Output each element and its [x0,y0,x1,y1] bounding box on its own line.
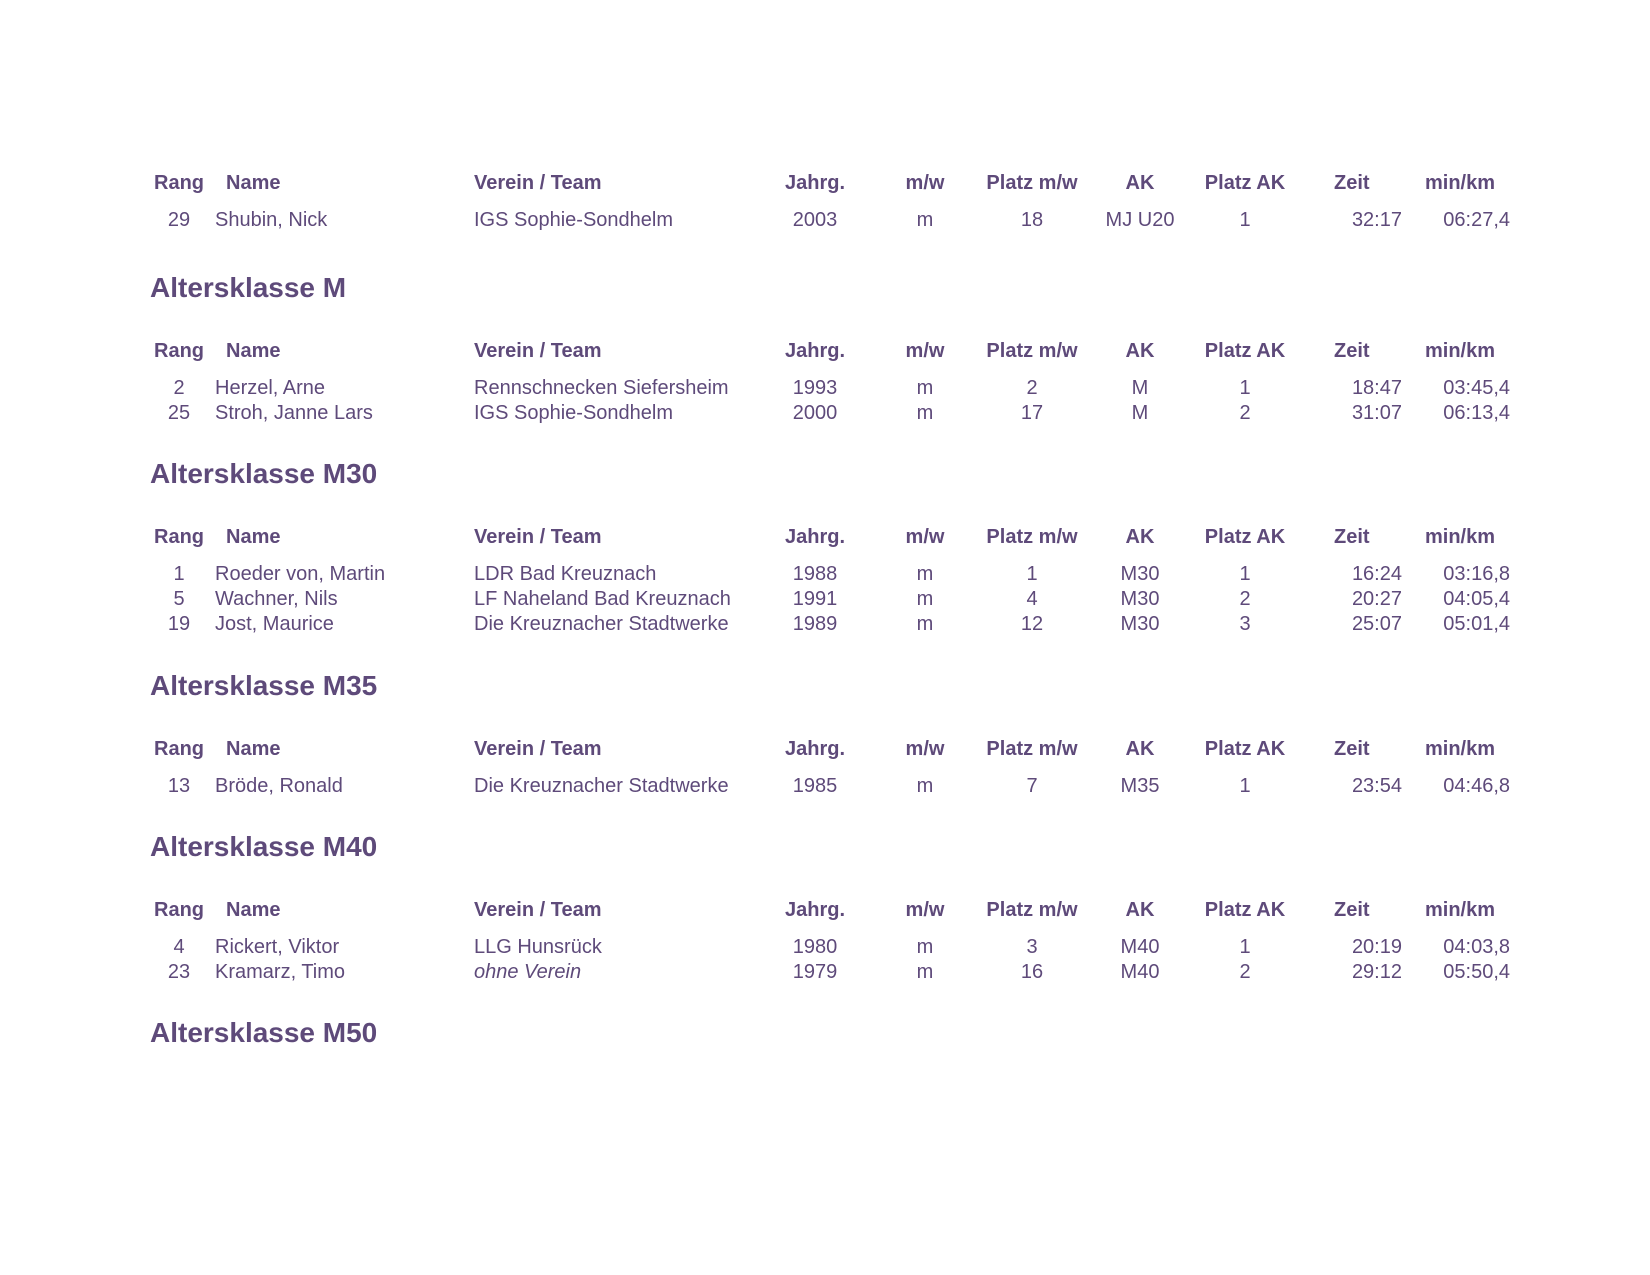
cell-platz-ak: 1 [1239,936,1251,958]
cell-jahrg: 1985 [792,775,838,797]
column-header-jahrg: Jahrg. [784,172,846,194]
column-header-rang: Rang [154,340,204,362]
cell-min-km: 05:50,4 [1443,961,1510,983]
column-header-verein: Verein / Team [474,899,602,921]
cell-verein: Rennschnecken Siefersheim [474,377,729,399]
cell-verein: ohne Verein [474,961,582,983]
cell-mw: m [916,775,934,797]
column-header-rang: Rang [154,738,204,760]
cell-jahrg: 1980 [792,936,838,958]
column-header-rang: Rang [154,172,204,194]
column-header-zeit: Zeit [1334,526,1370,548]
table-row [0,773,1650,799]
table-row [0,400,1650,426]
cell-ak: M30 [1120,588,1160,610]
section-title: Altersklasse M [150,272,347,303]
cell-mw: m [916,613,934,635]
cell-jahrg: 1988 [792,563,838,585]
cell-name: Bröde, Ronald [215,775,343,797]
cell-platz-ak: 1 [1239,775,1251,797]
column-header-platz-ak: Platz AK [1204,340,1286,362]
cell-min-km: 06:27,4 [1443,209,1510,231]
section-title: Altersklasse M40 [150,831,378,862]
column-header-min-km: min/km [1425,340,1496,362]
cell-rang: 1 [173,563,185,585]
cell-zeit: 31:07 [1351,402,1402,424]
cell-ak: MJ U20 [1105,209,1175,231]
cell-platz-mw: 4 [1026,588,1038,610]
cell-ak: M40 [1120,961,1160,983]
cell-name: Shubin, Nick [215,209,328,231]
cell-min-km: 04:03,8 [1443,936,1510,958]
cell-jahrg: 1989 [792,613,838,635]
column-header-name: Name [226,340,281,362]
cell-mw: m [916,588,934,610]
cell-platz-mw: 1 [1026,563,1038,585]
cell-zeit: 20:27 [1351,588,1402,610]
column-header-min-km: min/km [1425,172,1496,194]
cell-mw: m [916,377,934,399]
cell-name: Wachner, Nils [215,588,338,610]
cell-ak: M [1131,402,1149,424]
cell-rang: 4 [173,936,185,958]
column-header-jahrg: Jahrg. [784,899,846,921]
cell-platz-ak: 1 [1239,209,1251,231]
cell-platz-mw: 17 [1020,402,1044,424]
column-header-platz-ak: Platz AK [1204,526,1286,548]
cell-platz-ak: 1 [1239,377,1251,399]
cell-jahrg: 1991 [792,588,838,610]
column-header-name: Name [226,172,281,194]
column-header-mw: m/w [905,526,945,548]
cell-verein: IGS Sophie-Sondhelm [474,402,674,424]
column-header-ak: AK [1125,172,1155,194]
column-header-platz-mw: Platz m/w [986,899,1078,921]
column-header-zeit: Zeit [1334,340,1370,362]
column-header-verein: Verein / Team [474,172,602,194]
column-header-mw: m/w [905,899,945,921]
cell-platz-mw: 18 [1020,209,1044,231]
cell-mw: m [916,563,934,585]
column-header-name: Name [226,526,281,548]
table-header-row [0,338,1650,364]
cell-platz-mw: 3 [1026,936,1038,958]
cell-rang: 19 [167,613,191,635]
cell-min-km: 05:01,4 [1443,613,1510,635]
table-header-row [0,897,1650,923]
table-row [0,586,1650,612]
section-title: Altersklasse M30 [150,458,378,489]
table-row [0,934,1650,960]
cell-platz-ak: 2 [1239,588,1251,610]
cell-platz-ak: 2 [1239,961,1251,983]
cell-zeit: 16:24 [1351,563,1402,585]
column-header-jahrg: Jahrg. [784,340,846,362]
table-row [0,561,1650,587]
cell-platz-mw: 16 [1020,961,1044,983]
cell-verein: LLG Hunsrück [474,936,602,958]
column-header-rang: Rang [154,526,204,548]
cell-zeit: 18:47 [1351,377,1402,399]
cell-ak: M30 [1120,563,1160,585]
cell-ak: M [1131,377,1149,399]
column-header-mw: m/w [905,172,945,194]
column-header-platz-mw: Platz m/w [986,738,1078,760]
column-header-ak: AK [1125,738,1155,760]
column-header-zeit: Zeit [1334,172,1370,194]
column-header-mw: m/w [905,738,945,760]
cell-rang: 2 [173,377,185,399]
cell-name: Stroh, Janne Lars [215,402,373,424]
cell-rang: 25 [167,402,191,424]
column-header-mw: m/w [905,340,945,362]
cell-min-km: 06:13,4 [1443,402,1510,424]
column-header-platz-ak: Platz AK [1204,738,1286,760]
section-title: Altersklasse M50 [150,1017,378,1048]
cell-min-km: 04:05,4 [1443,588,1510,610]
cell-platz-ak: 2 [1239,402,1251,424]
cell-min-km: 03:16,8 [1443,563,1510,585]
section-title: Altersklasse M35 [150,670,378,701]
column-header-platz-mw: Platz m/w [986,340,1078,362]
column-header-jahrg: Jahrg. [784,738,846,760]
column-header-verein: Verein / Team [474,738,602,760]
column-header-verein: Verein / Team [474,526,602,548]
column-header-min-km: min/km [1425,899,1496,921]
cell-rang: 23 [167,961,191,983]
cell-zeit: 25:07 [1351,613,1402,635]
column-header-platz-mw: Platz m/w [986,526,1078,548]
column-header-ak: AK [1125,899,1155,921]
column-header-verein: Verein / Team [474,340,602,362]
cell-zeit: 29:12 [1351,961,1402,983]
cell-ak: M30 [1120,613,1160,635]
column-header-platz-mw: Platz m/w [986,172,1078,194]
table-header-row [0,170,1650,196]
cell-verein: LF Naheland Bad Kreuznach [474,588,731,610]
cell-rang: 5 [173,588,185,610]
cell-zeit: 20:19 [1351,936,1402,958]
cell-jahrg: 2000 [792,402,838,424]
column-header-jahrg: Jahrg. [784,526,846,548]
cell-platz-ak: 1 [1239,563,1251,585]
cell-platz-mw: 12 [1020,613,1044,635]
cell-rang: 29 [167,209,191,231]
cell-jahrg: 1979 [792,961,838,983]
column-header-min-km: min/km [1425,526,1496,548]
cell-platz-mw: 2 [1026,377,1038,399]
table-row [0,611,1650,637]
cell-name: Rickert, Viktor [215,936,340,958]
table-header-row [0,524,1650,550]
cell-name: Herzel, Arne [215,377,326,399]
cell-zeit: 32:17 [1351,209,1402,231]
column-header-rang: Rang [154,899,204,921]
column-header-min-km: min/km [1425,738,1496,760]
cell-mw: m [916,961,934,983]
column-header-ak: AK [1125,340,1155,362]
table-row [0,959,1650,985]
column-header-platz-ak: Platz AK [1204,899,1286,921]
cell-name: Jost, Maurice [215,613,334,635]
column-header-ak: AK [1125,526,1155,548]
column-header-name: Name [226,738,281,760]
cell-mw: m [916,936,934,958]
cell-mw: m [916,209,934,231]
cell-min-km: 03:45,4 [1443,377,1510,399]
cell-jahrg: 2003 [792,209,838,231]
table-row [0,207,1650,233]
column-header-zeit: Zeit [1334,899,1370,921]
cell-name: Kramarz, Timo [215,961,346,983]
cell-platz-mw: 7 [1026,775,1038,797]
cell-zeit: 23:54 [1351,775,1402,797]
cell-name: Roeder von, Martin [215,563,386,585]
cell-ak: M35 [1120,775,1160,797]
cell-rang: 13 [167,775,191,797]
column-header-zeit: Zeit [1334,738,1370,760]
cell-min-km: 04:46,8 [1443,775,1510,797]
cell-verein: LDR Bad Kreuznach [474,563,657,585]
cell-verein: IGS Sophie-Sondhelm [474,209,674,231]
cell-verein: Die Kreuznacher Stadtwerke [474,613,729,635]
cell-mw: m [916,402,934,424]
cell-verein: Die Kreuznacher Stadtwerke [474,775,729,797]
column-header-platz-ak: Platz AK [1204,172,1286,194]
cell-platz-ak: 3 [1239,613,1251,635]
table-row [0,375,1650,401]
cell-ak: M40 [1120,936,1160,958]
column-header-name: Name [226,899,281,921]
table-header-row [0,736,1650,762]
cell-jahrg: 1993 [792,377,838,399]
